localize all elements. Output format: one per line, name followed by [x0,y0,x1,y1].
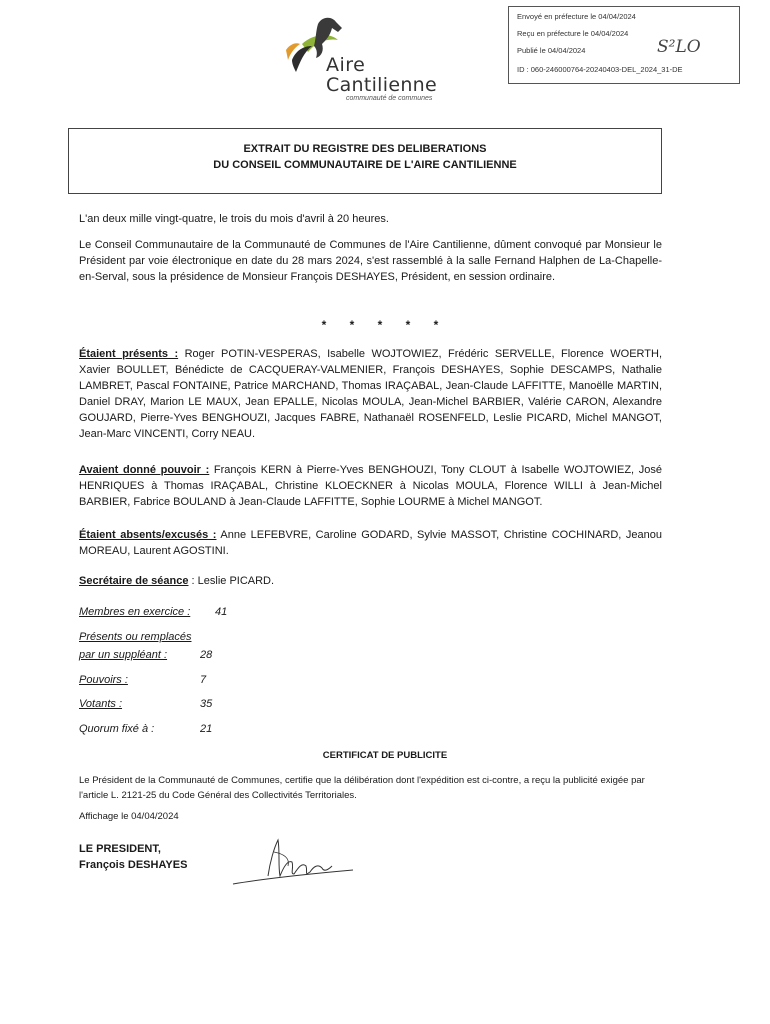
handwritten-signature [228,832,358,892]
presents-stat-label-1: Présents ou remplacés [79,631,192,643]
pouvoirs-section [79,462,662,510]
pouvoirs-stat-value: 7 [200,674,207,686]
certificat-title: CERTIFICAT DE PUBLICITE [322,750,448,761]
date-line: L'an deux mille vingt-quatre, le trois du mois d'avril à 20 heures. [79,213,389,225]
prefecture-stamp [508,6,740,84]
presents-stat-label-2: par un suppléant : [79,649,168,661]
logo-subtitle: communauté de communes [346,95,433,102]
logo-text-cantilienne: Cantilienne [326,74,438,96]
membres-value: 41 [215,606,228,618]
separator: * * * * * [321,318,449,332]
stamp-publie: Publié le 04/04/2024 [517,46,586,55]
pouvoirs-label: Avaient donné pouvoir : [79,464,210,476]
quorum-value: 21 [200,723,213,735]
votants-value: 35 [200,698,213,710]
stamp-envoye: Envoyé en préfecture le 04/04/2024 [517,12,636,21]
document-title-box [68,128,662,194]
stamp-handwritten: S²LO [657,37,701,57]
absents-label: Étaient absents/excusés : [79,529,217,541]
quorum-label: Quorum fixé à : [79,723,155,735]
pouvoirs-stat-label: Pouvoirs : [79,674,128,686]
certificat-text: Le Président de la Communauté de Communes, certifie que la délibération dont l'expédition est ci-contre, a reçu la publicité exigée par l'article L. 2121-25 du Code Général des Collectivités Territoriales. [79,775,645,801]
presents-label: Étaient présents : [79,348,179,360]
votants-label: Votants : [79,698,123,710]
secretaire-section [79,573,662,589]
signatory-role: LE PRESIDENT, [79,843,161,855]
presents-stat-value: 28 [200,649,213,661]
presents-section [79,346,662,442]
secretaire-label: Secrétaire de séance [79,575,189,587]
document-title-line2: DU CONSEIL COMMUNAUTAIRE DE L'AIRE CANTILIENNE [213,159,517,171]
stamp-id: ID : 060-246000764-20240403-DEL_2024_31-DE [517,65,683,74]
stamp-recu: Reçu en préfecture le 04/04/2024 [517,29,629,38]
absents-list: Anne LEFEBVRE, Caroline GODARD, Sylvie MASSOT, Christine COCHINARD, Jeanou MOREAU, Laurent AGOSTINI. [79,529,662,557]
document-title-line1: EXTRAIT DU REGISTRE DES DELIBERATIONS [243,143,487,155]
affichage-date: Affichage le 04/04/2024 [79,811,179,822]
secretaire-name: : Leslie PICARD. [191,575,275,587]
presents-list: Roger POTIN-VESPERAS, Isabelle WOJTOWIEZ, Frédéric SERVELLE, Florence WOERTH, Xavier BOULLET, Bénédicte de CACQUERAY-VALMENIER, François DESHAYES, Sophie DESCAMPS, Nathalie LAMBRET, Pascal FONTAINE, Patrice MARCHAND, Thomas IRAÇABAL, Jean-Claude LAFFITTE, Manoëlle MARTIN, Daniel DRAY, Marion LE MAUX, Jean EPALLE, Nicolas MOULA, Jean-Michel BARBIER, Valérie CARON, Alexandre GOUJARD, Pierre-Yves BENGHOUZI, Jacques FABRE, Nathanaël ROSENFELD, Leslie PICARD, Michel MANGOT, Jean-Marc VINCENTI, Corry NEAU. [79,348,662,440]
absents-section [79,527,662,559]
intro-paragraph: Le Conseil Communautaire de la Communauté de Communes de l'Aire Cantilienne, dûment convoqué par Monsieur le Président par voie électronique en date du 28 mars 2024, s'est rassemblé à la salle Fernand Halphen de La-Chapelle-en-Serval, sous la présidence de Monsieur François DESHAYES, Président, en session ordinaire. [79,239,662,283]
signatory-block [79,841,187,873]
signatory-name: François DESHAYES [79,859,188,871]
pouvoirs-list: François KERN à Pierre-Yves BENGHOUZI, Tony CLOUT à Isabelle WOJTOWIEZ, José HENRIQUES à Thomas IRAÇABAL, Christine KLOECKNER à Nicolas MOULA, Florence WILLI à Jean-Michel BARBIER, Fabrice BOULAND à Jean-Claude LAFFITTE, Sophie LOURME à Michel MANGOT. [79,464,662,508]
membres-label: Membres en exercice : [79,606,191,618]
logo-text-aire: Aire [326,54,366,76]
